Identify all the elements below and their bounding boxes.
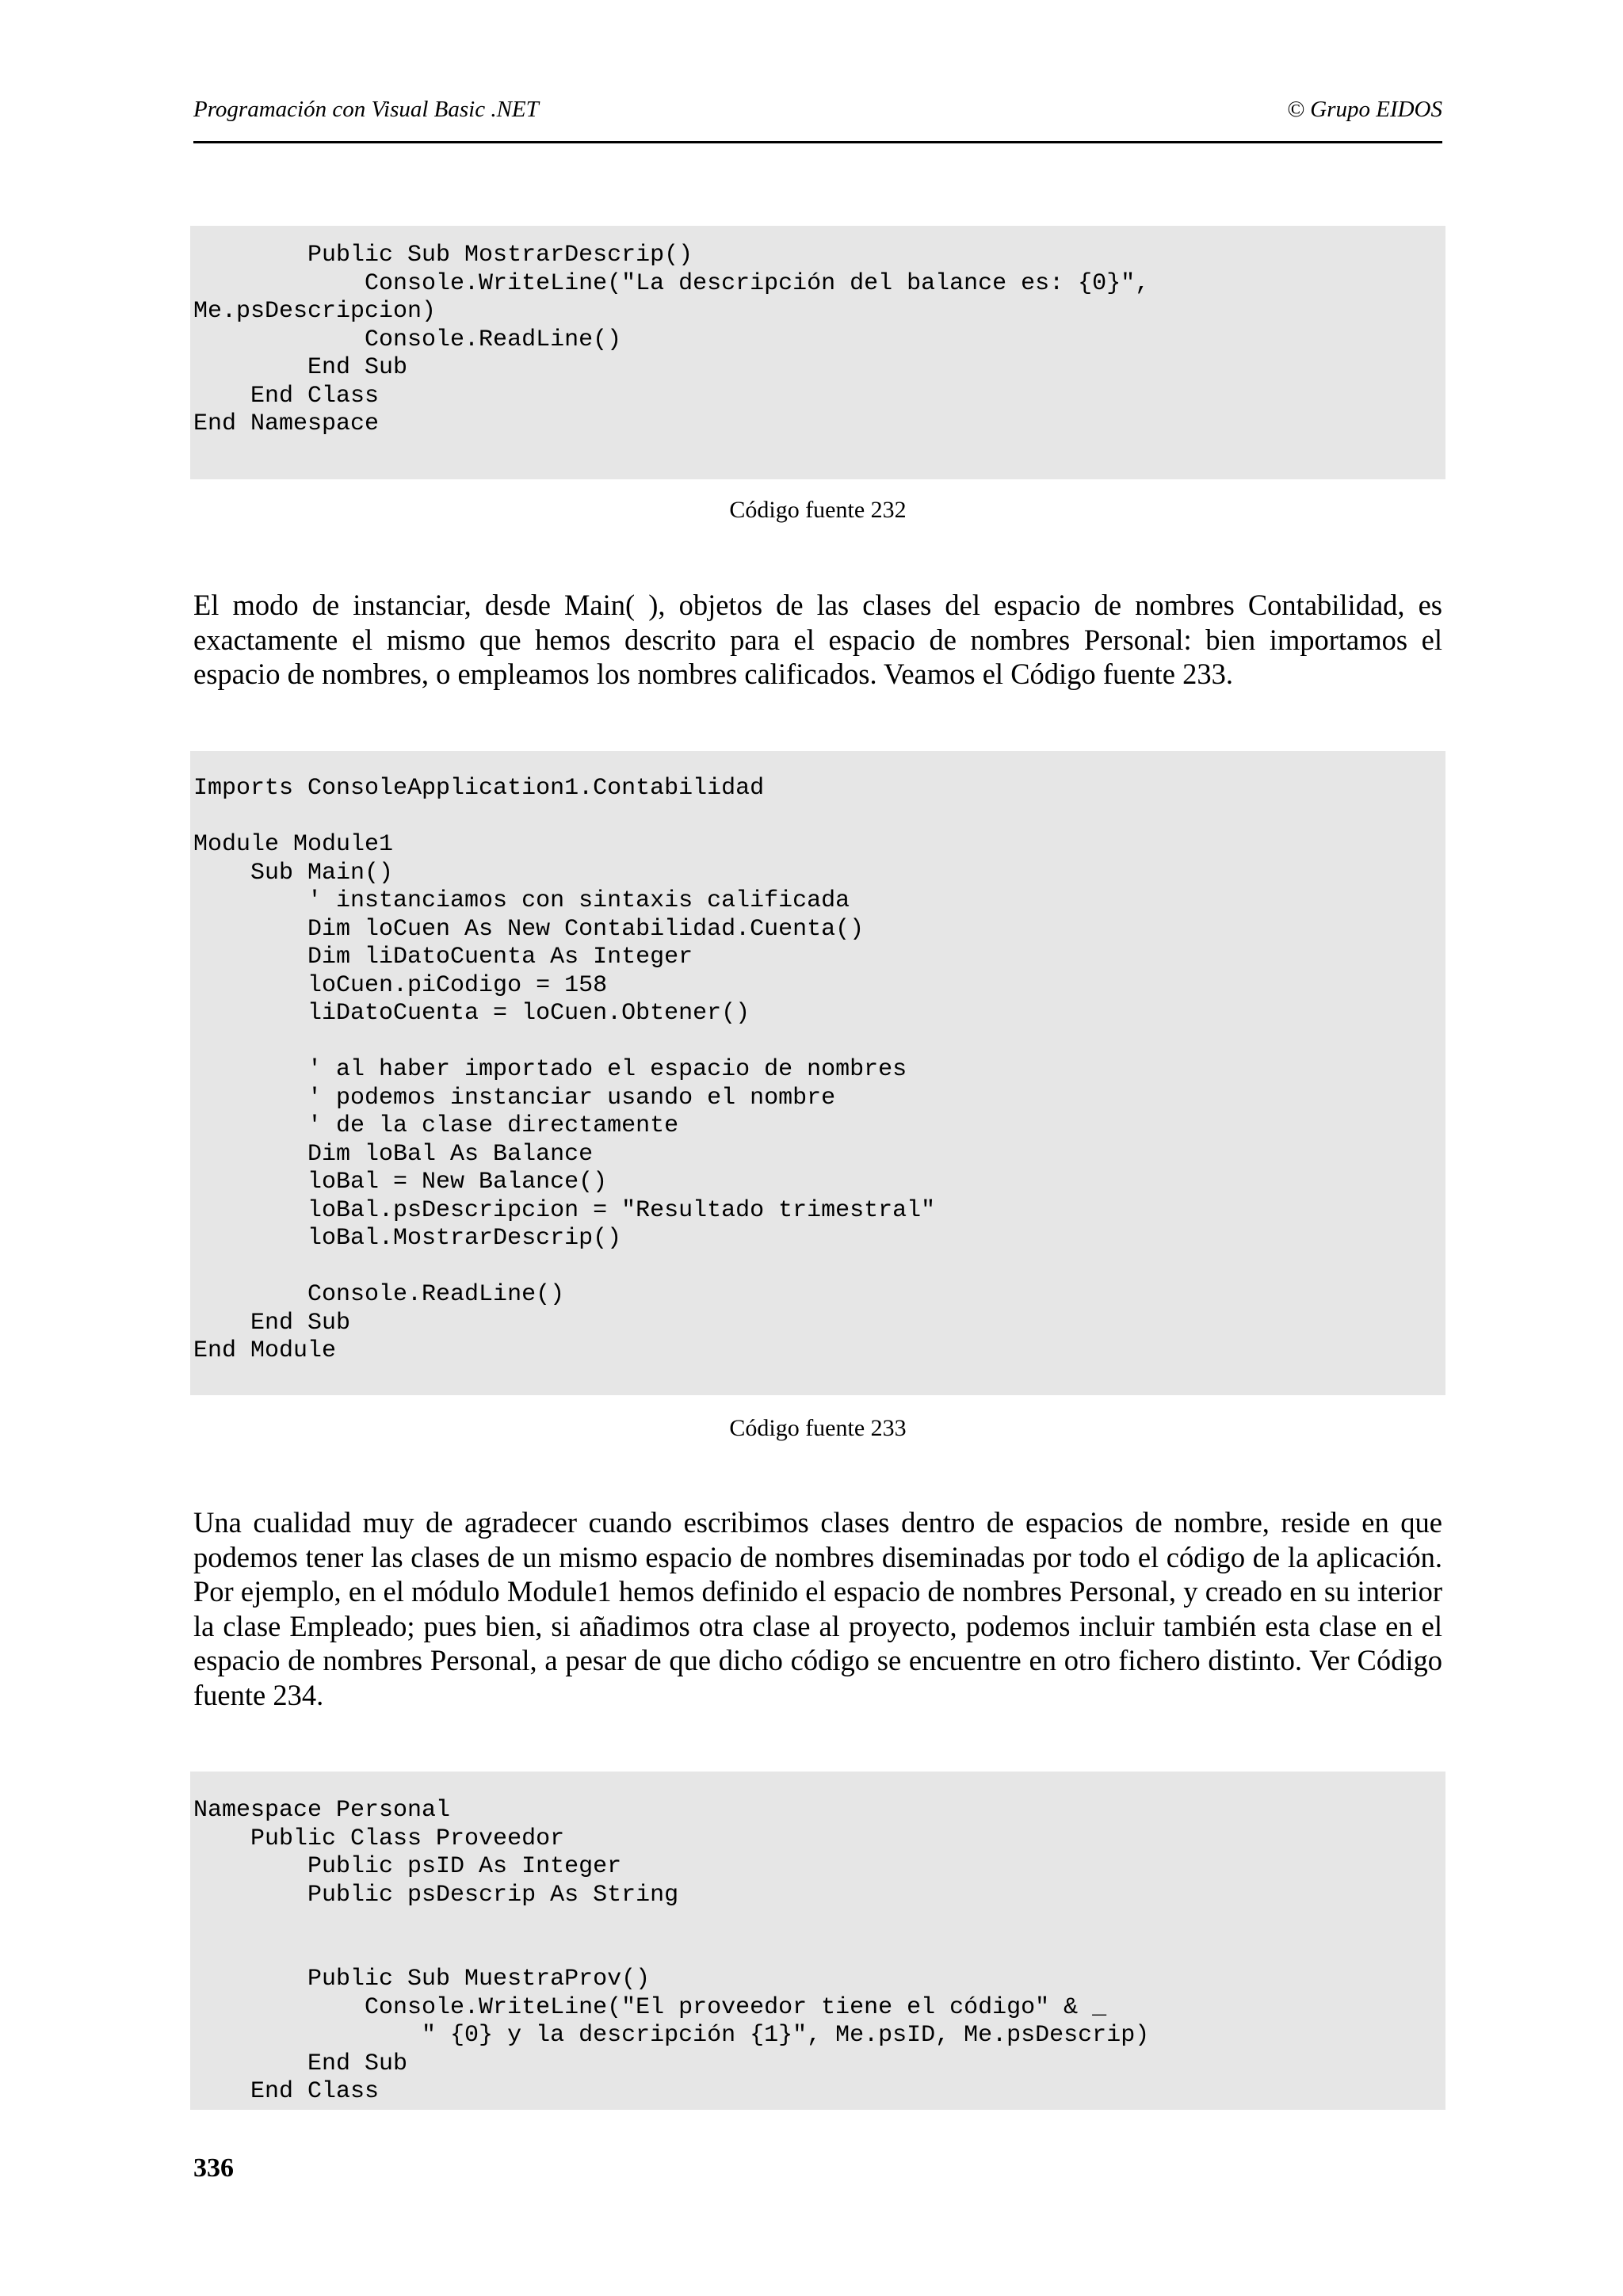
code-listing-234 [190, 1772, 1445, 2110]
code-line [193, 1253, 1445, 1282]
code-line: ' instanciamos con sintaxis calificada [193, 887, 850, 914]
code-line: Me.psDescripcion) [193, 298, 437, 325]
code-listing-232 [190, 226, 1445, 479]
page-header [193, 93, 1442, 143]
code-line: End Sub [193, 354, 408, 381]
code-line: Dim loBal As Balance [193, 1140, 594, 1168]
code-line [193, 1909, 1445, 1938]
code-caption-233: Código fuente 233 [729, 1415, 907, 1441]
code-line: loBal.psDescripcion = "Resultado trimestral" [193, 1196, 936, 1224]
publisher-copyright: © Grupo EIDOS [1286, 97, 1442, 122]
page-number: 336 [193, 2153, 234, 2183]
code-line: End Sub [193, 2050, 408, 2077]
code-line [193, 803, 1445, 832]
book-title: Programación con Visual Basic .NET [193, 97, 539, 122]
code-line: Dim liDatoCuenta As Integer [193, 944, 693, 971]
code-line: End Module [193, 1337, 337, 1364]
code-line: loBal.MostrarDescrip() [193, 1225, 622, 1252]
code-line: End Namespace [193, 410, 380, 437]
code-line [193, 1028, 1445, 1057]
code-line: ' podemos instanciar usando el nombre [193, 1084, 836, 1112]
code-line: End Class [193, 2078, 380, 2105]
code-line: Imports ConsoleApplication1.Contabilidad [193, 775, 765, 802]
code-line: Public Sub MuestraProv() [193, 1966, 651, 1993]
code-line: Module Module1 [193, 831, 394, 858]
code-line: Namespace Personal [193, 1797, 451, 1824]
code-line: Public Class Proveedor [193, 1825, 565, 1852]
code-line: Console.ReadLine() [193, 1281, 565, 1308]
code-line: Console.WriteLine("El proveedor tiene el código" & _ [193, 1993, 1107, 2021]
code-line: Public psDescrip As String [193, 1881, 679, 1909]
code-line: loCuen.piCodigo = 158 [193, 971, 608, 999]
code-line: " {0} y la descripción {1}", Me.psID, Me.psDescrip) [193, 2022, 1150, 2049]
body-paragraph-2: Una cualidad muy de agradecer cuando escribimos clases dentro de espacios de nombre, reside en que podemos tener las clases de un mismo espacio de nombres diseminadas por todo el código de la aplicación. Por ejemplo, en el módulo Module1 hemos definido el espacio de nombres Personal, y creado en su interior la clase Empleado; pues bien, si añadimos otra clase al proyecto, podemos incluir también esta clase en el espacio de nombres Personal, a pesar de que dicho código se encuentre en otro fichero distinto. Ver Código fuente 234. [193, 1506, 1442, 1711]
code-line: Console.ReadLine() [193, 326, 622, 353]
code-line: End Sub [193, 1309, 351, 1337]
code-line: Sub Main() [193, 859, 394, 887]
code-line: Dim loCuen As New Contabilidad.Cuenta() [193, 915, 865, 943]
body-paragraph-1: El modo de instanciar, desde Main( ), objetos de las clases del espacio de nombres Contabilidad, es exactamente el mismo que hemos descrito para el espacio de nombres Personal: bien importamos el espacio de nombres, o empleamos los nombres calificados. Veamos el Código fuente 233. [193, 589, 1442, 691]
code-line: Console.WriteLine("La descripción del balance es: {0}", [193, 269, 1150, 297]
code-line: loBal = New Balance() [193, 1169, 608, 1196]
code-line [193, 1938, 1445, 1966]
code-line: ' al haber importado el espacio de nombres [193, 1056, 907, 1083]
code-line: End Class [193, 382, 380, 410]
code-line: Public psID As Integer [193, 1853, 622, 1880]
code-line: Public Sub MostrarDescrip() [193, 242, 693, 269]
code-caption-232: Código fuente 232 [729, 497, 907, 523]
code-line: ' de la clase directamente [193, 1112, 679, 1139]
code-listing-233 [190, 751, 1445, 1395]
code-line: liDatoCuenta = loCuen.Obtener() [193, 1000, 750, 1027]
